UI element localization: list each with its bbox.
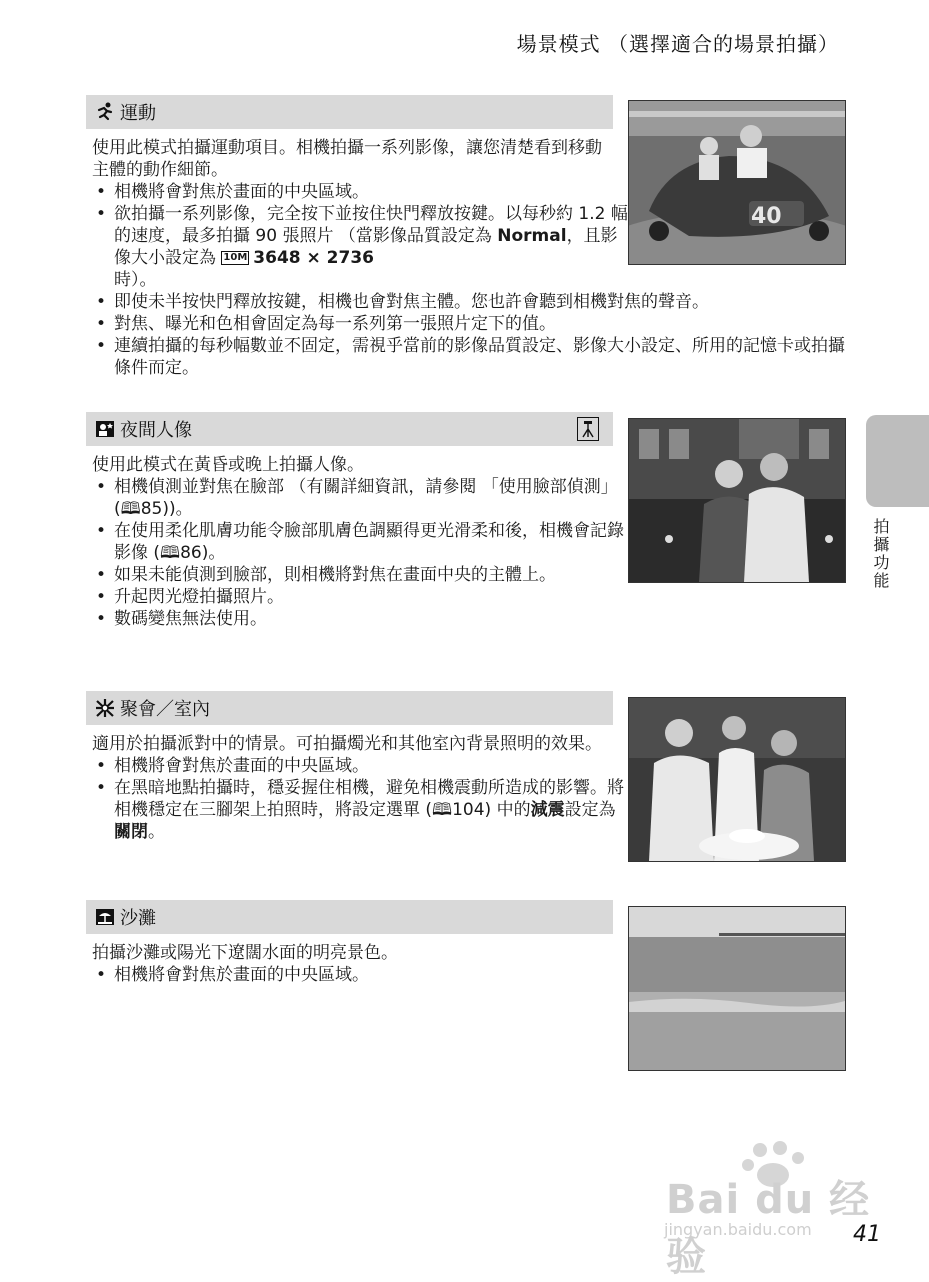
night-portrait-photo bbox=[628, 418, 846, 583]
page-header-title: 場景模式 （選擇適合的場景拍攝） bbox=[516, 32, 839, 56]
section-title: 運動 bbox=[120, 103, 156, 124]
section-intro: 適用於拍攝派對中的情景。可拍攝燭光和其他室內背景照明的效果。 bbox=[92, 734, 602, 754]
section-title: 夜間人像 bbox=[120, 420, 192, 441]
section-header-night-portrait bbox=[86, 412, 613, 446]
beach-icon bbox=[94, 906, 116, 928]
baidu-watermark bbox=[660, 1140, 880, 1280]
tripod-icon bbox=[577, 417, 599, 441]
book-reference-icon: 🕮 bbox=[432, 800, 453, 820]
chapter-tab-label: 拍攝功能 bbox=[871, 518, 890, 590]
bullet-item: • 如果未能偵測到臉部，則相機將對焦在畫面中央的主體上。 bbox=[92, 564, 629, 586]
image-size-icon: 10M bbox=[223, 252, 248, 263]
section-intro: 使用此模式在黃昏或晚上拍攝人像。 bbox=[92, 455, 364, 475]
section-intro: 拍攝沙灘或陽光下遼闊水面的明亮景色。 bbox=[92, 943, 398, 963]
page-number: 41 bbox=[853, 1222, 881, 1247]
bullet-item: • 相機將會對焦於畫面的中央區域。 bbox=[92, 755, 629, 777]
bullet-item: • 升起閃光燈拍攝照片。 bbox=[92, 586, 629, 608]
section-intro: 使用此模式拍攝運動項目。相機拍攝一系列影像，讓您清楚看到移動主體的動作細節。 bbox=[92, 138, 602, 180]
bullet-item: • 相機偵測並對焦在臉部 （有關詳細資訊，請參閱 「使用臉部偵測」(🕮85))。 bbox=[92, 476, 629, 520]
night-portrait-icon bbox=[94, 418, 116, 440]
watermark-url: jingyan.baidu.com bbox=[664, 1220, 812, 1239]
section-header-beach bbox=[86, 900, 613, 934]
bullet-item: • 欲拍攝一系列影像，完全按下並按住快門釋放按鍵。以每秒約 1.2 幅的速度，最多拍攝 90 張照片 （當影像品質設定為 Normal，且影像大小設定為 10M 3648 × 2736 時）。 bbox=[92, 203, 629, 291]
book-reference-icon: 🕮 bbox=[160, 543, 181, 563]
bullet-item: • 相機將會對焦於畫面的中央區域。 bbox=[92, 964, 629, 986]
bullet-item: • 在使用柔化肌膚功能令臉部肌膚色調顯得更光滑柔和後，相機會記錄影像 (🕮86)。 bbox=[92, 520, 629, 564]
bullet-item: • 連續拍攝的每秒幅數並不固定，需視乎當前的影像品質設定、影像大小設定、所用的記憶卡或拍攝條件而定。 bbox=[92, 335, 854, 379]
running-person-icon bbox=[94, 101, 116, 123]
bullet-item: • 數碼變焦無法使用。 bbox=[92, 608, 629, 630]
svg-text:40: 40 bbox=[751, 204, 782, 229]
section-header-party bbox=[86, 691, 613, 725]
watermark-brand: Bai du 经验 bbox=[666, 1177, 871, 1280]
bullet-item: • 相機將會對焦於畫面的中央區域。 bbox=[92, 181, 629, 203]
bullet-item: • 對焦、曝光和色相會固定為每一系列第一張照片定下的值。 bbox=[92, 313, 846, 335]
bullet-item: • 在黑暗地點拍攝時，穩妥握住相機，避免相機震動所造成的影響。將相機穩定在三腳架上拍照時，將設定選單 (🕮104) 中的減震設定為關閉。 bbox=[92, 777, 629, 843]
chapter-tab bbox=[866, 415, 929, 507]
beach-photo bbox=[628, 906, 846, 1071]
book-reference-icon: 🕮 bbox=[120, 499, 141, 519]
section-title: 沙灘 bbox=[120, 908, 156, 929]
section-title: 聚會／室內 bbox=[120, 699, 210, 720]
bullet-item: • 即使未半按快門釋放按鍵，相機也會對焦主體。您也許會聽到相機對焦的聲音。 bbox=[92, 291, 846, 313]
section-header-sports bbox=[86, 95, 613, 129]
party-icon bbox=[94, 697, 116, 719]
sports-photo bbox=[628, 100, 846, 265]
party-photo bbox=[628, 697, 846, 862]
